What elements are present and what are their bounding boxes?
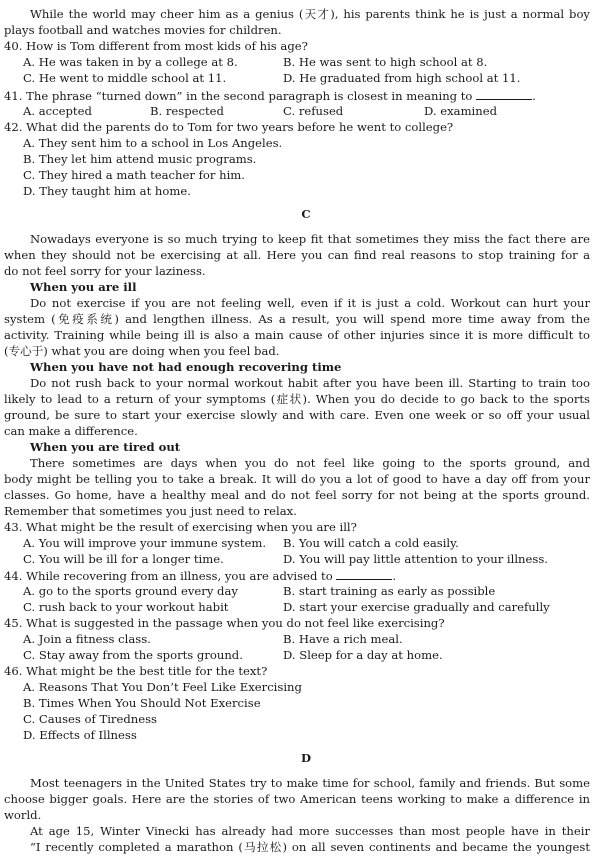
question-42-option-d[interactable]: D. They taught him at home. [23, 184, 191, 198]
question-43-option-c[interactable]: C. You will be ill for a longer time. [23, 552, 224, 566]
section-c-p4-line-1: There sometimes are days when you do not feel like going to the sports ground, and [30, 456, 590, 470]
section-c-p1-line-1: Nowadays everyone is so much trying to keep fit that sometimes they miss the fact there are [30, 232, 590, 246]
question-46-option-a[interactable]: A. Reasons That You Don’t Feel Like Exercising [23, 680, 302, 694]
section-c-p2-line-2: system (免疫系统) and lengthen illness. As a result, you will spend more time away from the [4, 312, 590, 326]
question-42-stem: 42. What did the parents do to Tom for two years before he went to college? [4, 120, 454, 134]
intro-line-1: While the world may cheer him as a genius (天才), his parents think he is just a normal boy [30, 7, 590, 21]
question-43-option-a[interactable]: A. You will improve your immune system. [23, 536, 267, 550]
question-43-stem: 43. What might be the result of exercising when you are ill? [4, 520, 357, 534]
question-42-option-a[interactable]: A. They sent him to a school in Los Angeles. [23, 136, 283, 150]
section-d-heading: D [300, 751, 312, 765]
section-c-p3-line-2: likely to lead to a return of your symptoms (症状). When you do decide to go back to the sports [4, 392, 590, 406]
section-c-p2-line-4: (专心于) what you are doing when you feel bad. [4, 344, 280, 358]
question-45-option-d[interactable]: D. Sleep for a day at home. [283, 648, 443, 662]
intro-line-2: plays football and watches movies for children. [4, 23, 282, 37]
section-c-p4-line-4: Remember that sometimes you just need to relax. [4, 504, 297, 518]
question-40-option-c[interactable]: C. He went to middle school at 11. [23, 71, 227, 85]
question-46-stem: 46. What might be the best title for the text? [4, 664, 268, 678]
question-43-option-b[interactable]: B. You will catch a cold easily. [283, 536, 459, 550]
section-c-p3-line-3: ground, be sure to start your exercise slowly and with care. Even one week or so off your usual [4, 408, 590, 422]
question-41-option-b[interactable]: B. respected [150, 104, 224, 118]
question-41-option-a[interactable]: A. accepted [23, 104, 92, 118]
question-45-stem: 45. What is suggested in the passage when you do not feel like exercising? [4, 616, 445, 630]
question-40-stem: 40. How is Tom different from most kids of his age? [4, 39, 308, 53]
question-44-option-a[interactable]: A. go to the sports ground every day [23, 584, 238, 598]
section-c-p2-line-3: activity. Training while being ill is also a main cause of other injuries since it is more difficult to [4, 328, 590, 342]
question-44-option-d[interactable]: D. start your exercise gradually and carefully [283, 600, 550, 614]
answer-blank [336, 568, 392, 580]
subheading-recovering: When you have not had enough recovering time [30, 360, 342, 374]
section-d-p1-line-1: Most teenagers in the United States try to make time for school, family and friends. But some [30, 776, 590, 790]
subheading-tired: When you are tired out [30, 440, 181, 454]
question-44-stem [4, 568, 590, 585]
question-40-option-a[interactable]: A. He was taken in by a college at 8. [23, 55, 238, 69]
section-d-p1-line-2: choose bigger goals. Here are the stories of two American teens working to make a difference in [4, 792, 590, 806]
question-41-stem [4, 88, 590, 105]
question-41-option-d[interactable]: D. examined [424, 104, 498, 118]
question-40-option-d[interactable]: D. He graduated from high school at 11. [283, 71, 521, 85]
question-43-option-d[interactable]: D. You will pay little attention to your illness. [283, 552, 548, 566]
question-40-option-b[interactable]: B. He was sent to high school at 8. [283, 55, 488, 69]
section-c-p4-line-2: body might be telling you to take a break. It will do you a lot of good to have a day off from your [4, 472, 590, 486]
question-46-option-c[interactable]: C. Causes of Tiredness [23, 712, 157, 726]
question-46-option-d[interactable]: D. Effects of Illness [23, 728, 137, 742]
question-41-option-c[interactable]: C. refused [283, 104, 344, 118]
section-c-p1-line-3: do not feel sorry for your laziness. [4, 264, 206, 278]
answer-blank [476, 88, 532, 100]
question-44-option-c[interactable]: C. rush back to your workout habit [23, 600, 229, 614]
section-c-p2-line-1: Do not exercise if you are not feeling well, even if it is just a cold. Workout can hurt your [30, 296, 590, 310]
section-c-p3-line-1: Do not rush back to your normal workout habit after you have been ill. Starting to train too [30, 376, 590, 390]
question-42-option-b[interactable]: B. They let him attend music programs. [23, 152, 257, 166]
section-c-p1-line-2: when they should not be exercising at all. Here you can find real reasons to stop training for a [4, 248, 590, 262]
question-41-stem-text: 41. The phrase “turned down” in the second paragraph is closest in meaning to [4, 89, 473, 103]
subheading-when-ill: When you are ill [30, 280, 137, 294]
question-44-stem-text: 44. While recovering from an illness, you are advised to [4, 569, 333, 583]
section-c-p4-line-3: classes. Go home, have a healthy meal and do not feel sorry for not being at the sports ground. [4, 488, 590, 502]
question-44-stem-end: . [392, 569, 397, 583]
question-44-option-b[interactable]: B. start training as early as possible [283, 584, 496, 598]
section-d-p1-line-3: world. [4, 808, 42, 822]
question-46-option-b[interactable]: B. Times When You Should Not Exercise [23, 696, 261, 710]
section-c-p3-line-4: can make a difference. [4, 424, 138, 438]
section-d-p3-line-1: “I recently completed a marathon (马拉松) on all seven continents and became the youngest [30, 840, 590, 854]
question-45-option-b[interactable]: B. Have a rich meal. [283, 632, 403, 646]
section-d-p2-line-1: At age 15, Winter Vinecki has already had more successes than most people have in their [30, 824, 590, 838]
section-c-heading: C [301, 207, 311, 221]
question-41-stem-end: . [532, 89, 536, 103]
question-42-option-c[interactable]: C. They hired a math teacher for him. [23, 168, 245, 182]
question-45-option-a[interactable]: A. Join a fitness class. [23, 632, 151, 646]
question-45-option-c[interactable]: C. Stay away from the sports ground. [23, 648, 243, 662]
